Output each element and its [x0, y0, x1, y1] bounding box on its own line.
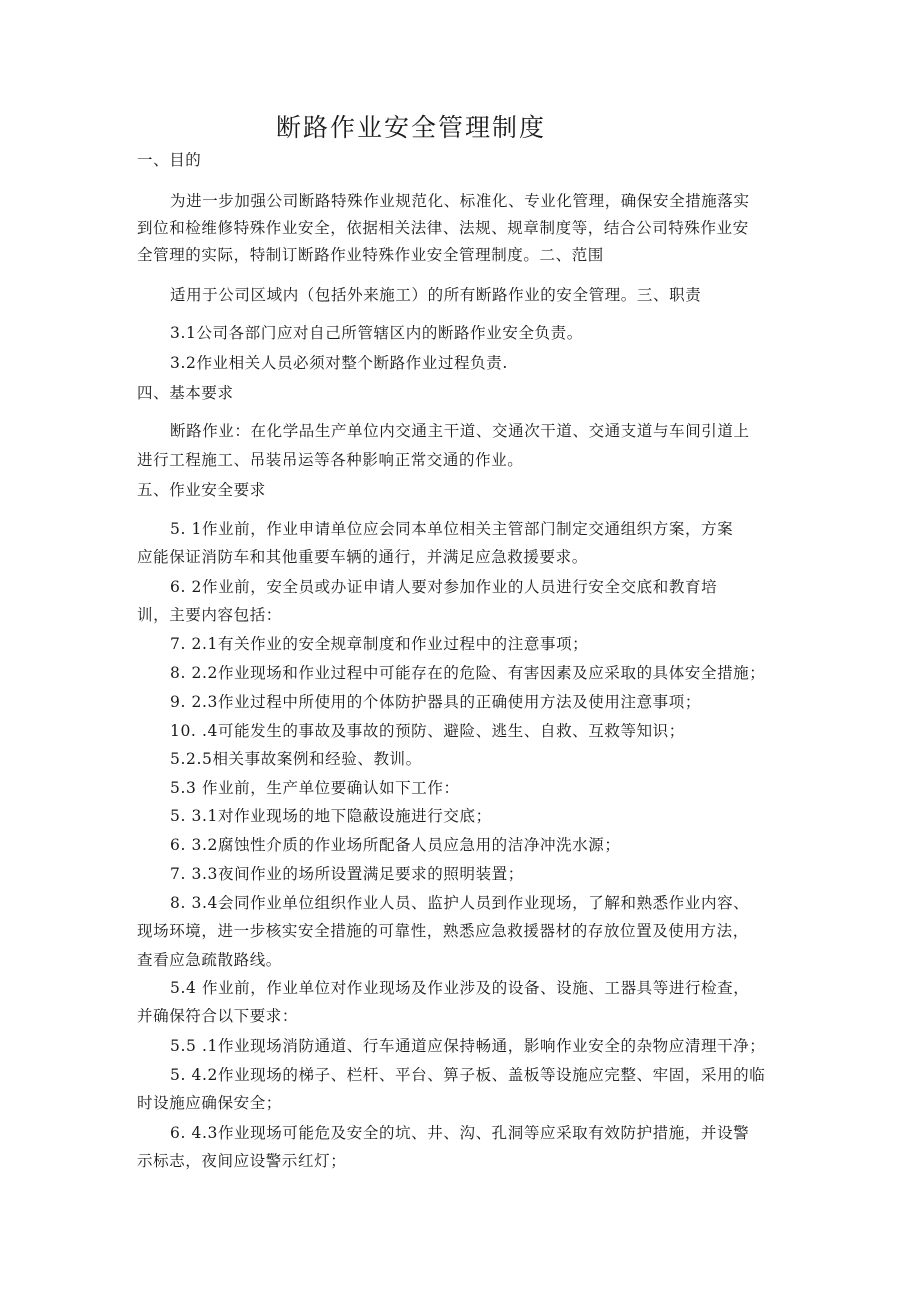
- paragraph-line: 现场环境，进一步核实安全措施的可靠性，熟悉应急救援器材的存放位置及使用方法，: [137, 922, 749, 940]
- paragraph-line: 8. 2.2作业现场和作业过程中可能存在的危险、有害因素及应采取的具体安全措施；: [170, 664, 766, 682]
- document-title: 断路作业安全管理制度: [276, 113, 547, 142]
- paragraph-line: 6. 3.2腐蚀性介质的作业场所配备人员应急用的洁净冲洗水源；: [170, 836, 621, 854]
- section-heading-safety-requirements: 五、作业安全要求: [137, 481, 266, 499]
- paragraph-line: 进行工程施工、吊装吊运等各种影响正常交通的作业。: [137, 451, 524, 469]
- paragraph-line: 适用于公司区域内（包括外来施工）的所有断路作业的安全管理。三、职责: [170, 286, 702, 304]
- paragraph-line: 5. 4.2作业现场的梯子、栏杆、平台、箅子板、盖板等设施应完整、牢固，采用的临: [170, 1066, 766, 1084]
- section-heading-basic-requirements: 四、基本要求: [137, 384, 234, 402]
- paragraph-line: 3.1公司各部门应对自己所管辖区内的断路作业安全负责。: [170, 324, 583, 342]
- paragraph-line: 6. 2作业前，安全员或办证申请人要对参加作业的人员进行安全交底和教育培: [170, 578, 718, 596]
- paragraph-line: 为进一步加强公司断路特殊作业规范化、标准化、专业化管理，确保安全措施落实: [170, 192, 750, 210]
- paragraph-line: 应能保证消防车和其他重要车辆的通行，并满足应急救援要求。: [137, 548, 588, 566]
- paragraph-line: 到位和检维修特殊作业安全，依据相关法律、法规、规章制度等，结合公司特殊作业安: [137, 219, 749, 237]
- paragraph-line: 并确保符合以下要求：: [137, 1007, 299, 1025]
- paragraph-line: 7. 3.3夜间作业的场所设置满足要求的照明装置；: [170, 865, 524, 883]
- paragraph-line: 5.2.5相关事故案例和经验、教训。: [170, 750, 422, 768]
- paragraph-line: 5.4 作业前，作业单位对作业现场及作业涉及的设备、设施、工器具等进行检查，: [170, 979, 750, 997]
- paragraph-line: 示标志，夜间应设警示红灯；: [137, 1152, 347, 1170]
- paragraph-line: 9. 2.3作业过程中所使用的个体防护器具的正确使用方法及使用注意事项；: [170, 693, 701, 711]
- paragraph-line: 全管理的实际，特制订断路作业特殊作业安全管理制度。二、范围: [137, 246, 604, 264]
- section-heading-purpose: 一、目的: [137, 151, 202, 169]
- paragraph-line: 8. 3.4会同作业单位组织作业人员、监护人员到作业现场，了解和熟悉作业内容、: [170, 894, 750, 912]
- paragraph-line: 6. 4.3作业现场可能危及安全的坑、井、沟、孔洞等应采取有效防护措施，并设警: [170, 1124, 750, 1142]
- paragraph-line: 10. .4可能发生的事故及事故的预防、避险、逃生、自救、互救等知识；: [170, 722, 685, 740]
- paragraph-line: 5.3 作业前，生产单位要确认如下工作：: [170, 779, 460, 797]
- paragraph-line: 训，主要内容包括：: [137, 606, 282, 624]
- paragraph-line: 3.2作业相关人员必须对整个断路作业过程负责.: [170, 354, 508, 372]
- paragraph-line: 5.5 .1作业现场消防通道、行车通道应保持畅通，影响作业安全的杂物应清理干净；: [170, 1037, 766, 1055]
- paragraph-line: 5. 3.1对作业现场的地下隐蔽设施进行交底；: [170, 807, 492, 825]
- paragraph-line: 5. 1作业前，作业申请单位应会同本单位相关主管部门制定交通组织方案，方案: [170, 520, 734, 538]
- paragraph-line: 查看应急疏散路线。: [137, 951, 282, 969]
- paragraph-line: 时设施应确保安全；: [137, 1094, 282, 1112]
- paragraph-line: 7. 2.1有关作业的安全规章制度和作业过程中的注意事项；: [170, 635, 589, 653]
- paragraph-line: 断路作业：在化学品生产单位内交通主干道、交通次干道、交通支道与车间引道上: [170, 422, 750, 440]
